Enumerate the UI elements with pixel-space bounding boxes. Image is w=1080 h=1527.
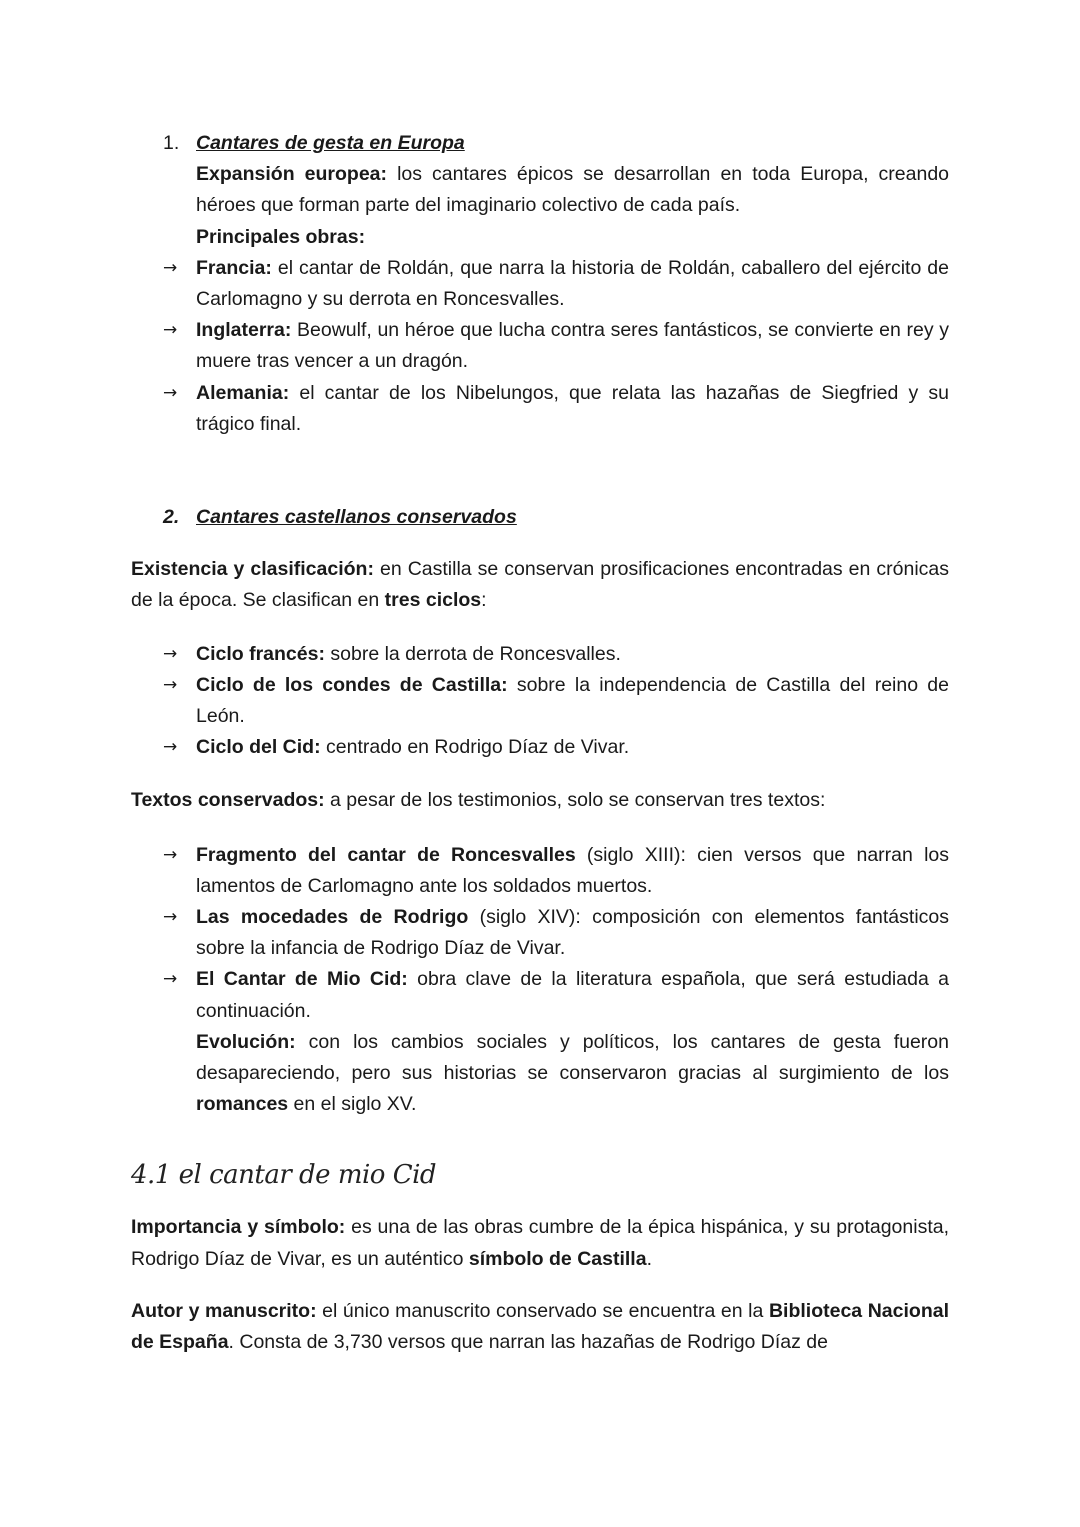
arrow-icon: → [163,737,178,758]
label-importance: Importancia y símbolo: [131,1216,346,1239]
arrow-icon: → [163,643,178,664]
bullet-label: Ciclo francés: [196,642,325,665]
arrow-icon: → [163,844,178,865]
bullet-label: El Cantar de Mio Cid: [196,968,408,991]
document-page [131,128,949,1358]
bullet-label: Fragmento del cantar de Roncesvalles [196,843,576,866]
subheading-cantar-mio-cid: 4.1 el cantar de mio Cid [131,1160,437,1191]
section-title: Cantares de gesta en Europa [196,132,465,154]
paragraph-texts: Textos conservados: a pesar de los testimonios, solo se conservan tres textos: [131,789,826,812]
bullet-label: Alemania: [196,381,290,404]
bullet-text: sobre la independencia de Castilla del reino de León. [196,673,949,728]
bullet-text: el cantar de Roldán, que narra la historia de Roldán, caballero del ejército de Carlomagno y su derrota en Roncesvalles. [196,256,949,311]
label-principal-works: Principales obras: [196,225,366,248]
label-expansion: Expansión europea: [196,163,388,186]
arrow-icon: → [163,969,178,990]
list-item [131,670,949,732]
text-expansion: los cantares épicos se desarrollan en toda Europa, creando héroes que forman parte del imaginario colectivo de cada país. [196,163,950,217]
list-item [131,253,949,315]
section-1-heading [131,128,949,159]
bullet-label: Ciclo de los condes de Castilla: [196,673,508,696]
paragraph-expansion [196,159,949,221]
arrow-icon: → [163,382,178,403]
bullet-text: centrado en Rodrigo Díaz de Vivar. [320,736,630,759]
label-author: Autor y manuscrito: [131,1299,317,1322]
arrow-icon: → [163,674,178,695]
cycles-list [131,639,949,764]
label-existence: Existencia y clasificación: [131,558,374,581]
section-number: 2. [163,506,180,529]
bullet-label: Inglaterra: [196,319,292,342]
bullet-text: (siglo XIII): cien versos que narran los lamentos de Carlomagno ante los soldados muertos. [196,843,949,897]
list-item [131,902,949,964]
list-item [131,732,949,763]
paragraph-evolution: Evolución: con los cambios sociales y políticos, los cantares de gesta fueron desapareciendo, pero sus historias se conservaron gracias al surgimiento de los romances en el siglo XV. [196,1030,949,1116]
label-texts: Textos conservados: [131,789,325,812]
paragraph-author: Autor y manuscrito: el único manuscrito conservado se encuentra en la Biblioteca Nacional de España. Consta de 3,730 versos que narran las hazañas de Rodrigo Díaz de [131,1299,949,1354]
section-title: Cantares castellanos conservados [196,506,517,529]
arrow-icon: → [163,320,178,341]
arrow-icon: → [163,257,178,278]
texts-list [131,840,949,1121]
paragraph-importance: Importancia y símbolo: es una de las obras cumbre de la épica hispánica, y su protagonista, Rodrigo Díaz de Vivar, es un auténtico símbolo de Castilla. [131,1216,950,1270]
bullet-text: Beowulf, un héroe que lucha contra seres fantásticos, se convierte en rey y muere tras vencer a un dragón. [196,319,949,373]
bullet-text: (siglo XIV): composición con elementos fantásticos sobre la infancia de Rodrigo Díaz de Vivar. [196,906,949,960]
arrow-icon: → [163,907,178,928]
section-number: 1. [163,132,180,154]
section-2-heading [131,502,949,533]
list-item [131,378,949,440]
list-item [131,639,949,670]
bullet-label: Francia: [196,256,272,279]
bullet-text: sobre la derrota de Roncesvalles. [324,642,621,665]
bullet-label: Ciclo del Cid: [196,736,321,759]
paragraph-existence: Existencia y clasificación: en Castilla se conservan prosificaciones encontradas en crónicas de la época. Se clasifican en tres ciclos: [131,558,949,612]
bullet-label: Las mocedades de Rodrigo [196,906,469,929]
list-item [131,840,949,902]
list-item [131,315,949,377]
label-evolution: Evolución: [196,1030,296,1053]
bullet-text: el cantar de los Nibelungos, que relata las hazañas de Siegfried y su trágico final. [196,381,949,435]
bullet-text: obra clave de la literatura española, que será estudiada a continuación. [196,968,949,1022]
list-item [131,964,949,1026]
